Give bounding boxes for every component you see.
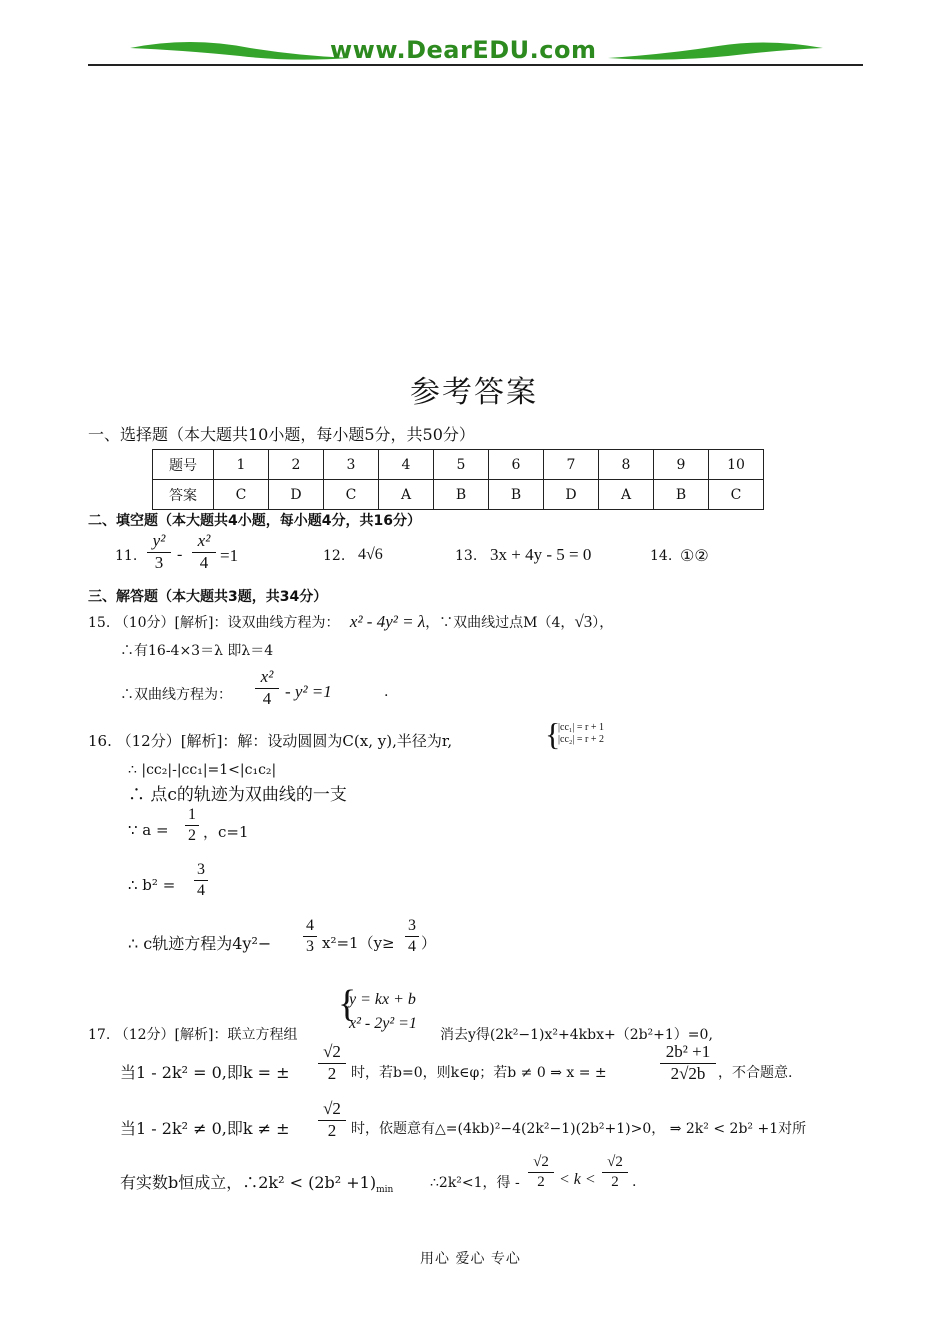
page-title: 参考答案 xyxy=(410,375,538,410)
q17-period: . xyxy=(632,1174,637,1190)
table-row xyxy=(153,480,764,510)
table-cell: 10 xyxy=(709,450,764,480)
table-cell: B xyxy=(434,480,489,510)
q17-system-brace: { xyxy=(338,983,357,1025)
table-cell: 5 xyxy=(434,450,489,480)
q16-line6-mid: x²=1（y≥ xyxy=(322,934,395,952)
q17-line4-label: 有实数b恒成立，∴2k² < $(2b^2 +1)_{min}$ xyxy=(120,1173,394,1196)
q11-fraction-1: y² 3 xyxy=(147,532,171,572)
q16-line4-label: ∵ a = xyxy=(128,821,169,839)
q17-line2-tail: ，不合题意. xyxy=(718,1065,793,1081)
q16-fraction-b: 3 4 xyxy=(194,861,208,899)
q16-line1: 16. （12分）[解析]：解：设动圆圆为C(x, y),半径为r, xyxy=(88,732,453,750)
q12-answer: 4√6 xyxy=(358,546,383,563)
q17-line1-tail: 消去y得(2k²−1)x²+4kbx+（2b²+1）=0, xyxy=(440,1027,713,1043)
q16-line3: ∴ 点c的轨迹为双曲线的一支 xyxy=(128,785,347,805)
q11-equals: =1 xyxy=(220,546,239,565)
q17-inequality: < k < xyxy=(559,1171,596,1188)
q12-number: 12. xyxy=(323,548,346,564)
q17-fraction-5: √2 2 xyxy=(602,1154,628,1190)
table-cell: B xyxy=(489,480,544,510)
answer-table xyxy=(152,449,764,510)
q13-number: 13. xyxy=(455,548,478,564)
q16-system-brace: { xyxy=(545,716,561,752)
page-footer: 用心 爱心 专心 xyxy=(420,1251,521,1267)
q15-line2: ∴有16-4×3＝λ 即λ＝4 xyxy=(120,643,274,659)
q14-answer: ①② xyxy=(680,546,709,565)
table-cell: 8 xyxy=(599,450,654,480)
q17-fraction-4: √2 2 xyxy=(528,1154,554,1190)
table-cell: 7 xyxy=(544,450,599,480)
section2-heading: 二、填空题（本大题共4小题，每小题4分，共16分） xyxy=(88,513,421,529)
table-cell: 9 xyxy=(654,450,709,480)
table-cell: 答案 xyxy=(153,480,214,510)
q16-system: |cc₁| = r + 1 |cc₂| = r + 2 xyxy=(558,722,604,745)
q16-fraction-c: 4 3 xyxy=(303,917,317,955)
table-cell: 题号 xyxy=(153,450,214,480)
section3-heading: 三、解答题（本大题共3题，共34分） xyxy=(88,589,328,605)
q17-line4-mid: ∴2k²<1，得 - xyxy=(430,1175,520,1191)
table-cell: 4 xyxy=(379,450,434,480)
q13-answer: 3x + 4y - 5 = 0 xyxy=(490,545,592,564)
q16-line6-close: ） xyxy=(421,934,437,952)
q16-line5-label: ∴ b² = xyxy=(128,876,176,894)
table-cell: 6 xyxy=(489,450,544,480)
right-leaf-ornament xyxy=(608,36,823,66)
q16-line6-label: ∴ c轨迹方程为4y²− xyxy=(128,934,272,953)
q15-period: . xyxy=(384,684,389,700)
q17-line2-mid: 时，若b=0，则k∈φ；若b ≠ 0 ⇒ x = ± xyxy=(351,1065,607,1081)
q15-line3-label: ∴双曲线方程为： xyxy=(120,687,232,703)
table-row xyxy=(153,450,764,480)
q17-fraction-3: √2 2 xyxy=(318,1100,346,1140)
left-leaf-ornament xyxy=(130,36,350,66)
table-cell: 3 xyxy=(324,450,379,480)
q11-fraction-2: x² 4 xyxy=(192,532,216,572)
q15-fraction: x² 4 xyxy=(255,668,279,708)
q16-line4-tail: ，c=1 xyxy=(203,823,249,841)
table-cell: C xyxy=(214,480,269,510)
q16-line2: ∴ |cc₂|-|cc₁|=1<|c₁c₂| xyxy=(128,762,277,778)
q17-fraction-2: 2b² +1 2√2b xyxy=(660,1043,716,1083)
table-cell: A xyxy=(599,480,654,510)
table-cell: D xyxy=(269,480,324,510)
table-cell: D xyxy=(544,480,599,510)
q15-line1: 15. （10分）[解析]：设双曲线方程为： x² - 4y² = λ，∵双曲线过点M（4，√3）， xyxy=(88,612,614,631)
q14-number: 14. xyxy=(650,548,673,564)
q17-line2-label: 当1 - 2k² = 0,即k = ± xyxy=(120,1063,290,1082)
q17-system: y = kx + b x² - 2y² =1 xyxy=(349,991,417,1032)
table-cell: A xyxy=(379,480,434,510)
q17-line3-label: 当1 - 2k² ≠ 0,即k ≠ ± xyxy=(120,1119,290,1138)
q11-minus: - xyxy=(177,546,183,563)
q17-line3-tail: 时，依题意有△=(4kb)²−4(2k²−1)(2b²+1)>0， ⇒ 2k² < 2b² +1对所 xyxy=(351,1121,807,1137)
q16-fraction-a: 1 2 xyxy=(185,806,199,844)
q17-fraction-1: √2 2 xyxy=(318,1043,346,1083)
table-cell: 1 xyxy=(214,450,269,480)
table-cell: 2 xyxy=(269,450,324,480)
table-cell: C xyxy=(709,480,764,510)
section1-heading: 一、选择题（本大题共10小题，每小题5分，共50分） xyxy=(88,425,475,444)
q15-equation-tail: - y² =1 xyxy=(285,682,332,701)
table-cell: C xyxy=(324,480,379,510)
q16-fraction-d: 3 4 xyxy=(405,917,419,955)
site-logo-text: www.DearEDU.com xyxy=(330,36,597,64)
table-cell: B xyxy=(654,480,709,510)
q11-number: 11. xyxy=(115,548,138,564)
header-rule xyxy=(88,64,863,66)
q17-line1-label: 17. （12分）[解析]：联立方程组 xyxy=(88,1027,298,1043)
